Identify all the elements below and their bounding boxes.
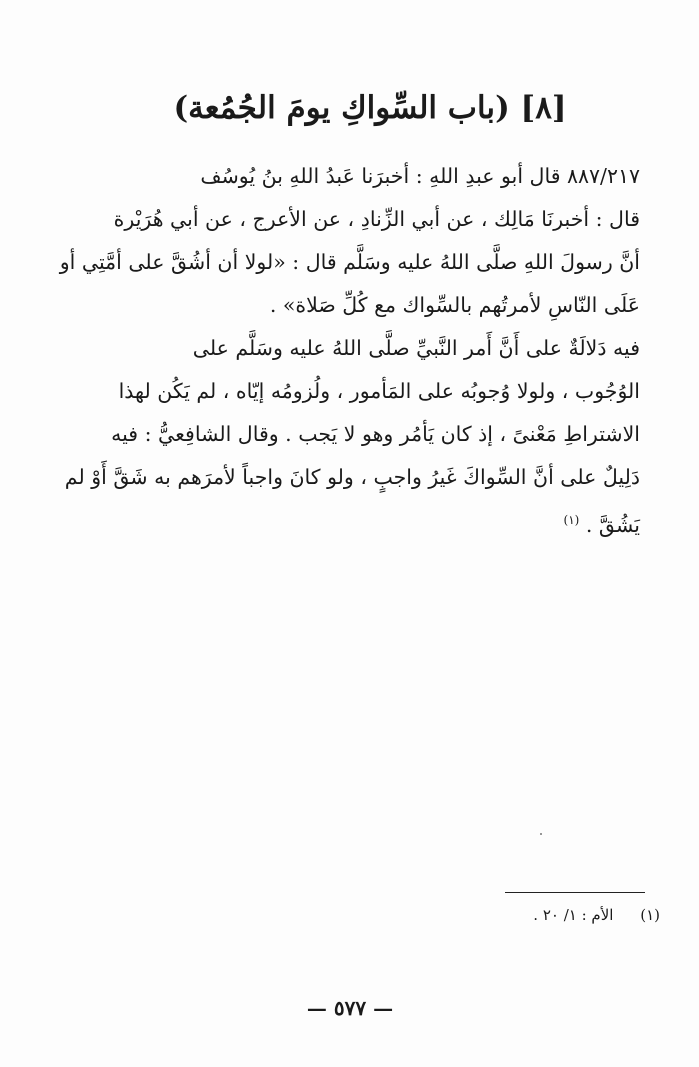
footnote-divider	[505, 892, 645, 893]
commentary-last-line	[120, 499, 640, 547]
scan-speck	[540, 833, 542, 835]
commentary-text	[64, 327, 640, 547]
hadith-line: عَلَى النّاسِ لأمرتُهم بالسِّواك مع كُلِّ صَلاة» .	[269, 293, 640, 317]
commentary-line: الاشتراطِ مَعْنىً ، إذ كان يَأمُر وهو لا يَجب . وقال الشافِعيُّ : فيه	[111, 422, 640, 446]
page-number: — ٥٧٧ —	[306, 996, 394, 1020]
footnote	[460, 902, 660, 928]
commentary-line: فيه دَلالَةٌ على أَنَّ أَمر النَّبيِّ صلَّى اللهُ عليه وسَلَّم على	[192, 336, 640, 360]
footnote-reference: (١)	[563, 513, 580, 527]
footnote-number: (١)	[640, 906, 660, 924]
commentary-line: دَلِيلٌ على أنَّ السِّواكَ غَيرُ واجبٍ ، ولو كانَ واجباً لأمرَهم به شَقَّ أَوْ لم	[64, 465, 640, 489]
footnote-text: الأم : ١/ ٢٠ .	[533, 906, 614, 924]
hadith-line: أنَّ رسولَ اللهِ صلَّى اللهُ عليه وسَلَّم قال : «لولا أن أشُقَّ على أمَّتِي أو	[59, 250, 640, 274]
hadith-line: ٨٨٧/٢١٧ قال أبو عبدِ اللهِ : أخبرَنا عَبدُ اللهِ بنُ يُوسُف	[200, 164, 640, 188]
chapter-heading: [٨] (باب السِّواكِ يومَ الجُمُعة)	[173, 90, 567, 126]
hadith-line: قال : أخبرنَا مَالِك ، عن أبي الزِّنادِ ، عن الأعرج ، عن أبي هُرَيْرة	[113, 207, 640, 231]
commentary-line: الوُجُوب ، ولولا وُجوبُه على المَأمور ، ولُزومُه إيّاه ، لم يَكُن لهذا	[118, 379, 640, 403]
commentary-last-text: يَشُقَّ .	[585, 512, 640, 537]
hadith-text	[59, 155, 640, 327]
